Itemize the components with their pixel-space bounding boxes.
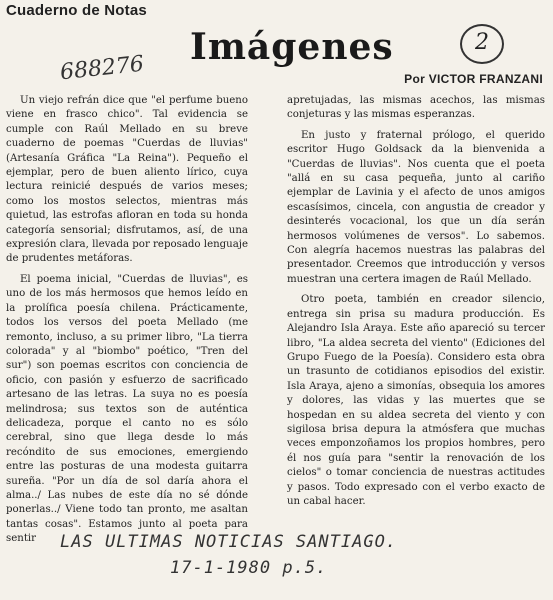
paragraph: En justo y fraternal prólogo, el querido escritor Hugo Goldsack da la bienvenida a "Cuerdas de lluvias". Nos cuenta que el poeta "allá en su casa pequeña, junto al cariño ejemplar de Lavinia y el afecto de unos amigos escasísimos, cincela, con angustia de creador y desinterés vocacional, los que un día serán hermosos volúmenes de versos". Lo sabemos. Con alegría hacemos nuestras las palabras del presentador. Creemos que introducción y versos muestran una certera imagen de Raúl Mellado. xyxy=(287,129,545,285)
author-byline: Por VICTOR FRANZANI xyxy=(404,72,543,86)
article-column-right xyxy=(287,94,545,515)
section-heading: Cuaderno de Notas xyxy=(6,2,147,19)
paragraph: Otro poeta, también en creador silencio, entrega sin prisa su madura producción. Es Alejandro Isla Araya. Este año apareció su tercer libro, "La aldea secreta del viento" (Ediciones del Grupo Fuego de la Poesía). Considero esta obra un trasunto de cotidianos episodios del existir. Isla Araya, ajeno a simonías, obsequia los amores y dolores, las vidas y las muertes que se hospedan en su aldea secreta del viento y con sigilosa brisa depura la atmósfera que muchas veces emponzoñamos los propios hombres, pero él nos guía para "sentir la renovación de los cielos" o tomar conciencia de nuestras actitudes y pasos. Todo expresado con el verbo exacto de un cabal hacer. xyxy=(287,294,545,507)
handwritten-catalog-number: 688276 xyxy=(58,51,146,86)
source-publication: LAS ULTIMAS NOTICIAS SANTIAGO. xyxy=(60,532,398,552)
source-date-page: 17-1-1980 p.5. xyxy=(170,558,328,578)
article-column-left xyxy=(6,94,248,553)
paragraph: El poema inicial, "Cuerdas de lluvias", es uno de los más hermosos que hemos leído en la prolífica poesía chilena. Prácticamente, todos los versos del poeta Mellado (me remonto, incluso, a su primer libro, "La tierra colorada" y al "biombo" poético, "Tren del sur") son poemas escritos con conciencia de oficio, con pasión y esfuerzo de sacrificado artesano de las letras. La suya no es poesía melindrosa; sus textos son de auténtica delicadeza, porque el canto no es sólo cerebral, sino que llega desde lo más recóndito de sus emociones, emergiendo entre las posturas de una modesta guitarra sureña. "Por un día de sol daría ahora el alma../ Las nubes de este día no sé dónde ponerlas../ Viene todo tan pronto, me asaltan tantas cosas". Estamos junto al poeta para sentir xyxy=(6,273,248,545)
article-title: Imágenes xyxy=(190,26,394,68)
paragraph: Un viejo refrán dice que "el perfume bueno viene en frasco chico". Tal evidencia se cumple con Raúl Mellado en su breve cuaderno de poemas "Cuerdas de lluvias" (Artesanía Gráfica "La Reina"). Pequeño el ejemplar, pero de buen aliento lírico, cuya lectura reinicié después de varios meses; como los mostos selectos, mientras más quietud, las estrofas afloran en toda su honda categoría sensorial; disfrutamos, así, de una expresión clara, llevada por reposado lenguaje de prudentes metáforas. xyxy=(6,95,248,265)
circled-page-number: 2 xyxy=(460,24,504,64)
handwritten-source-note xyxy=(60,532,530,578)
paragraph: apretujadas, las mismas acechos, las mismas conjeturas y las mismas esperanzas. xyxy=(287,95,545,121)
